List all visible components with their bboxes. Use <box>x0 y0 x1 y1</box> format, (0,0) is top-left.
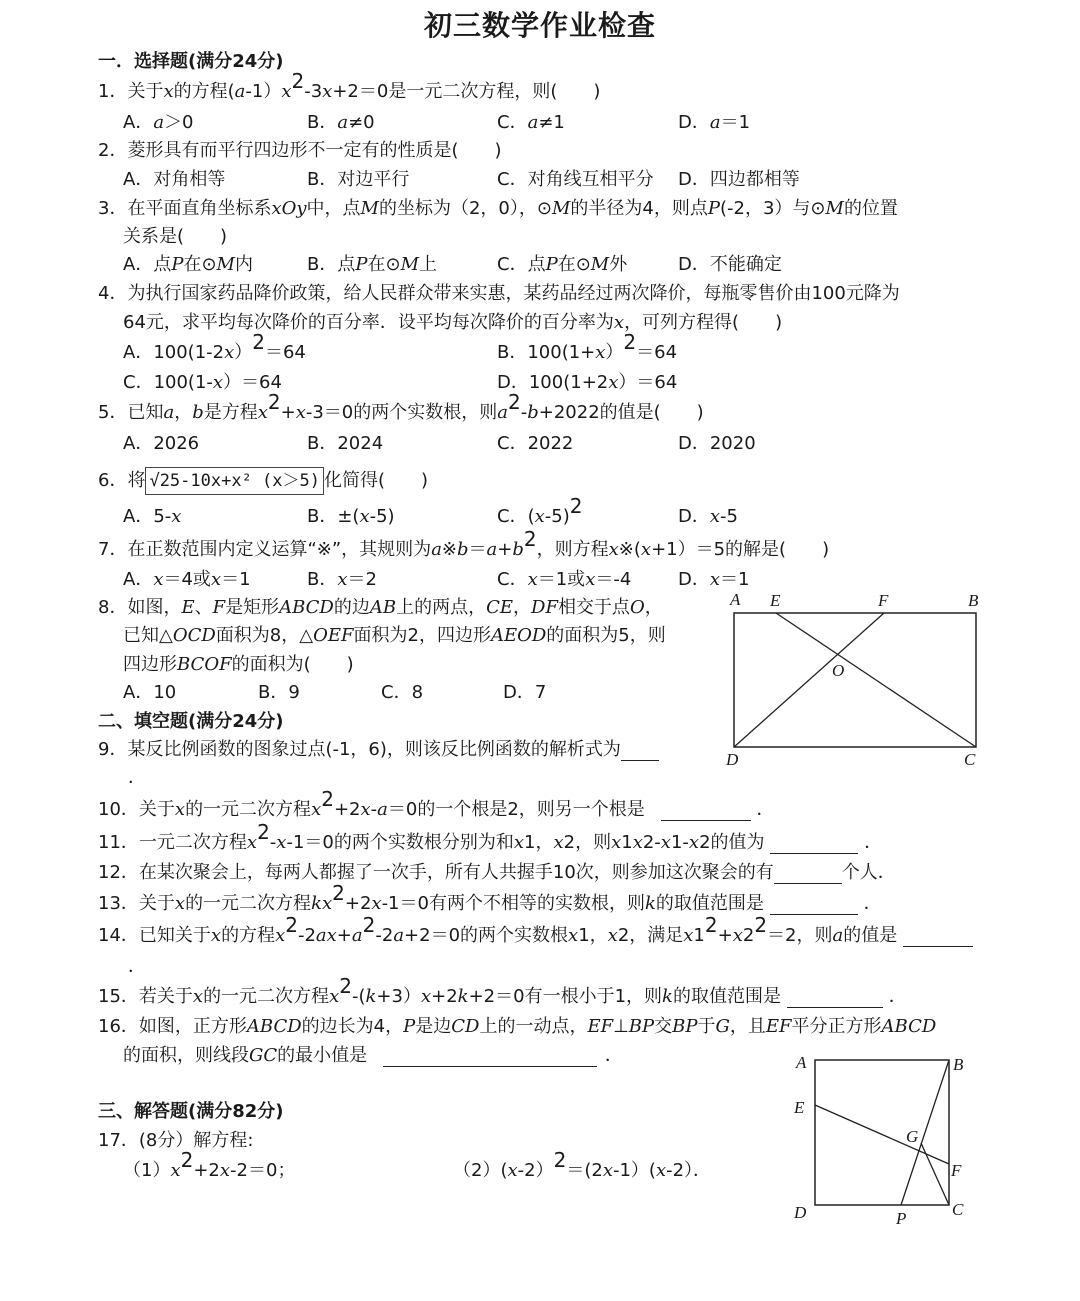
q7-option-c: C．x＝1或x＝-4 <box>497 569 632 590</box>
q9-stem: 9．某反比例函数的图象过点(-1，6)，则该反比例函数的解析式为 <box>98 735 659 761</box>
q4-option-c: C．100(1-x）＝64 <box>123 372 282 393</box>
q16-answer-blank[interactable] <box>383 1048 597 1067</box>
q17-stem: 17．(8分）解方程: <box>98 1130 254 1151</box>
q11-answer-blank[interactable] <box>770 835 858 854</box>
page-title: 初三数学作业检查 <box>423 9 656 42</box>
q7-stem: 7．在正数范围内定义运算“※”，其规则为$a※b=a+b^2$，则方程x※(x+1）＝5的解是( ) <box>98 527 830 560</box>
q4-option-a: A．100(1-2x）$^2$＝64 <box>123 330 306 363</box>
q13-answer-blank[interactable] <box>770 896 858 915</box>
q8-stem-line2: 已知△OCD面积为8，△OEF面积为2，四边形AEOD的面积为5，则 <box>123 625 666 646</box>
segment-df <box>734 613 884 747</box>
q15-stem: 15．若关于x的一元二次方程$x^2-(k+3)x+2k+2=0$有一根小于1，则k的取值范围是 ． <box>98 974 907 1007</box>
q5-option-c: C．2022 <box>497 433 574 454</box>
q1-option-b: B．a≠0 <box>307 112 375 133</box>
label-b: B <box>953 1055 964 1074</box>
q16-stem-line1: 16．如图，正方形ABCD的边长为4，P是边CD上的一动点，EF⊥BP交BP于G，且EF平分正方形ABCD <box>98 1016 937 1037</box>
q8-rectangle-figure <box>720 585 1000 775</box>
label-a: A <box>730 590 741 609</box>
label-p: P <box>896 1209 907 1228</box>
label-e: E <box>794 1098 805 1117</box>
q7-option-b: B．x＝2 <box>307 569 377 590</box>
q7-option-a: A．x＝4或x＝1 <box>123 569 251 590</box>
q8-option-b: B．9 <box>258 682 300 703</box>
rectangle-abcd <box>734 613 976 747</box>
q9-end: ． <box>128 767 146 788</box>
q2-stem: 2．菱形具有而平行四边形不一定有的性质是( ) <box>98 140 502 161</box>
q2-option-c: C．对角线互相平分 <box>497 169 654 190</box>
label-c: C <box>964 750 976 769</box>
section-solve-heading: 三、解答题(满分82分) <box>98 1101 284 1122</box>
q12-stem: 12．在某次聚会上，每两人都握了一次手，所有人共握手10次，则参加这次聚会的有 个人． <box>98 862 896 883</box>
q6-option-a: A．5-x <box>123 506 182 527</box>
q8-stem-line1: 8．如图，E、F是矩形ABCD的边AB上的两点，CE，DF相交于点O， <box>98 597 663 618</box>
q8-option-c: C．8 <box>381 682 424 703</box>
label-o: O <box>832 661 845 680</box>
q5-option-b: B．2024 <box>307 433 384 454</box>
label-a: A <box>796 1053 807 1072</box>
segment-ce <box>776 613 976 747</box>
q1-option-d: D．a＝1 <box>678 112 751 133</box>
q5-stem: 5．已知a，b是方程$x^2+x-3=0$的两个实数根，则$a^2-b+2022$的值是( ) <box>98 390 704 423</box>
q3-stem-line1: 3．在平面直角坐标系xOy中，点M的坐标为（2，0），⊙M的半径为4，则点P(-2，3）与⊙M的位置 <box>98 198 898 219</box>
square-abcd <box>815 1060 949 1205</box>
q2-option-d: D．四边都相等 <box>678 169 800 190</box>
q3-option-d: D．不能确定 <box>678 254 782 275</box>
segment-gc <box>921 1143 949 1205</box>
q14-stem: 14．已知关于x的方程$x^2-2ax+a^2-2a+2=0$的两个实数根x1，x2，满足$x1^2+x2^2=2$，则a的值是 <box>98 921 973 947</box>
q17-part1: $(1)x^2+2x-2=0$； <box>123 1148 296 1181</box>
label-d: D <box>794 1203 807 1222</box>
q16-stem-line2: 的面积，则线段GC的最小值是 ． <box>123 1045 623 1066</box>
label-f: F <box>951 1161 962 1180</box>
q6-option-c: C．$(x-5)^2$ <box>497 494 583 527</box>
q3-option-b: B．点P在⊙M上 <box>307 254 438 275</box>
q9-answer-blank[interactable] <box>621 742 659 761</box>
q4-option-d: D．100(1+2x）＝64 <box>497 372 678 393</box>
q3-option-a: A．点P在⊙M内 <box>123 254 253 275</box>
q5-option-d: D．2020 <box>678 433 756 454</box>
label-g: G <box>906 1127 919 1146</box>
q1-option-c: C．a≠1 <box>497 112 565 133</box>
q10-answer-blank[interactable] <box>661 802 751 821</box>
radical-expression: √25-10x+x² (x＞5) <box>145 467 324 495</box>
q11-stem: 11．一元二次方程$x^2-x-1=0$的两个实数根分别为和x1，x2，则x1x2-x1-x2的值为 ． <box>98 820 883 853</box>
segment-ef <box>815 1105 949 1164</box>
q14-answer-blank[interactable] <box>903 928 973 947</box>
label-e: E <box>770 591 781 610</box>
q6-option-b: B．±(x-5) <box>307 506 395 527</box>
q2-option-b: B．对边平行 <box>307 169 410 190</box>
q1-stem: 1．关于x的方程$(a-1)x^2-3x+2=0$是一元二次方程，则( ) <box>98 69 601 102</box>
q4-stem-line2: 64元，求平均每次降价的百分率．设平均每次降价的百分率为x，可列方程得( ) <box>123 312 783 333</box>
q15-answer-blank[interactable] <box>787 989 883 1008</box>
q16-square-figure <box>788 1048 978 1238</box>
q3-stem-line2: 关系是( ) <box>123 226 228 247</box>
q13-stem: 13．关于x的一元二次方程$kx^2+2x-1=0$有两个不相等的实数根，则k的取值范围是 ． <box>98 881 882 914</box>
section-choice-heading: 一．选择题(满分24分) <box>98 51 284 72</box>
q4-option-b: B．100(1+x）$^2$＝64 <box>497 330 678 363</box>
q4-stem-line1: 4．为执行国家药品降价政策，给人民群众带来实惠，某药品经过两次降价，每瓶零售价由100元降为 <box>98 283 900 304</box>
q8-option-d: D．7 <box>503 682 547 703</box>
q17-part2: （2）(x-2）$^2$＝(2x-1）(x-2）． <box>453 1148 712 1181</box>
section-fill-heading: 二、填空题(满分24分) <box>98 711 284 732</box>
q6-option-d: D．x-5 <box>678 506 738 527</box>
q7-option-d: D．x＝1 <box>678 569 750 590</box>
q3-option-c: C．点P在⊙M外 <box>497 254 628 275</box>
q10-stem: 10．关于x的一元二次方程$x^2+2x-a=0$的一个根是2，则另一个根是 ． <box>98 787 775 820</box>
label-f: F <box>878 591 889 610</box>
q5-option-a: A．2026 <box>123 433 200 454</box>
label-b: B <box>968 591 979 610</box>
label-d: D <box>726 750 739 769</box>
q8-option-a: A．10 <box>123 682 177 703</box>
q12-answer-blank[interactable] <box>774 865 842 884</box>
label-c: C <box>952 1200 964 1219</box>
q1-option-a: A．a＞0 <box>123 112 194 133</box>
q2-option-a: A．对角相等 <box>123 169 226 190</box>
q14-end: ． <box>128 956 146 977</box>
q6-stem: 6．将 √25-10x+x² (x＞5) 化简得( ) <box>98 466 428 495</box>
q8-stem-line3: 四边形BCOF的面积为( ) <box>123 654 354 675</box>
